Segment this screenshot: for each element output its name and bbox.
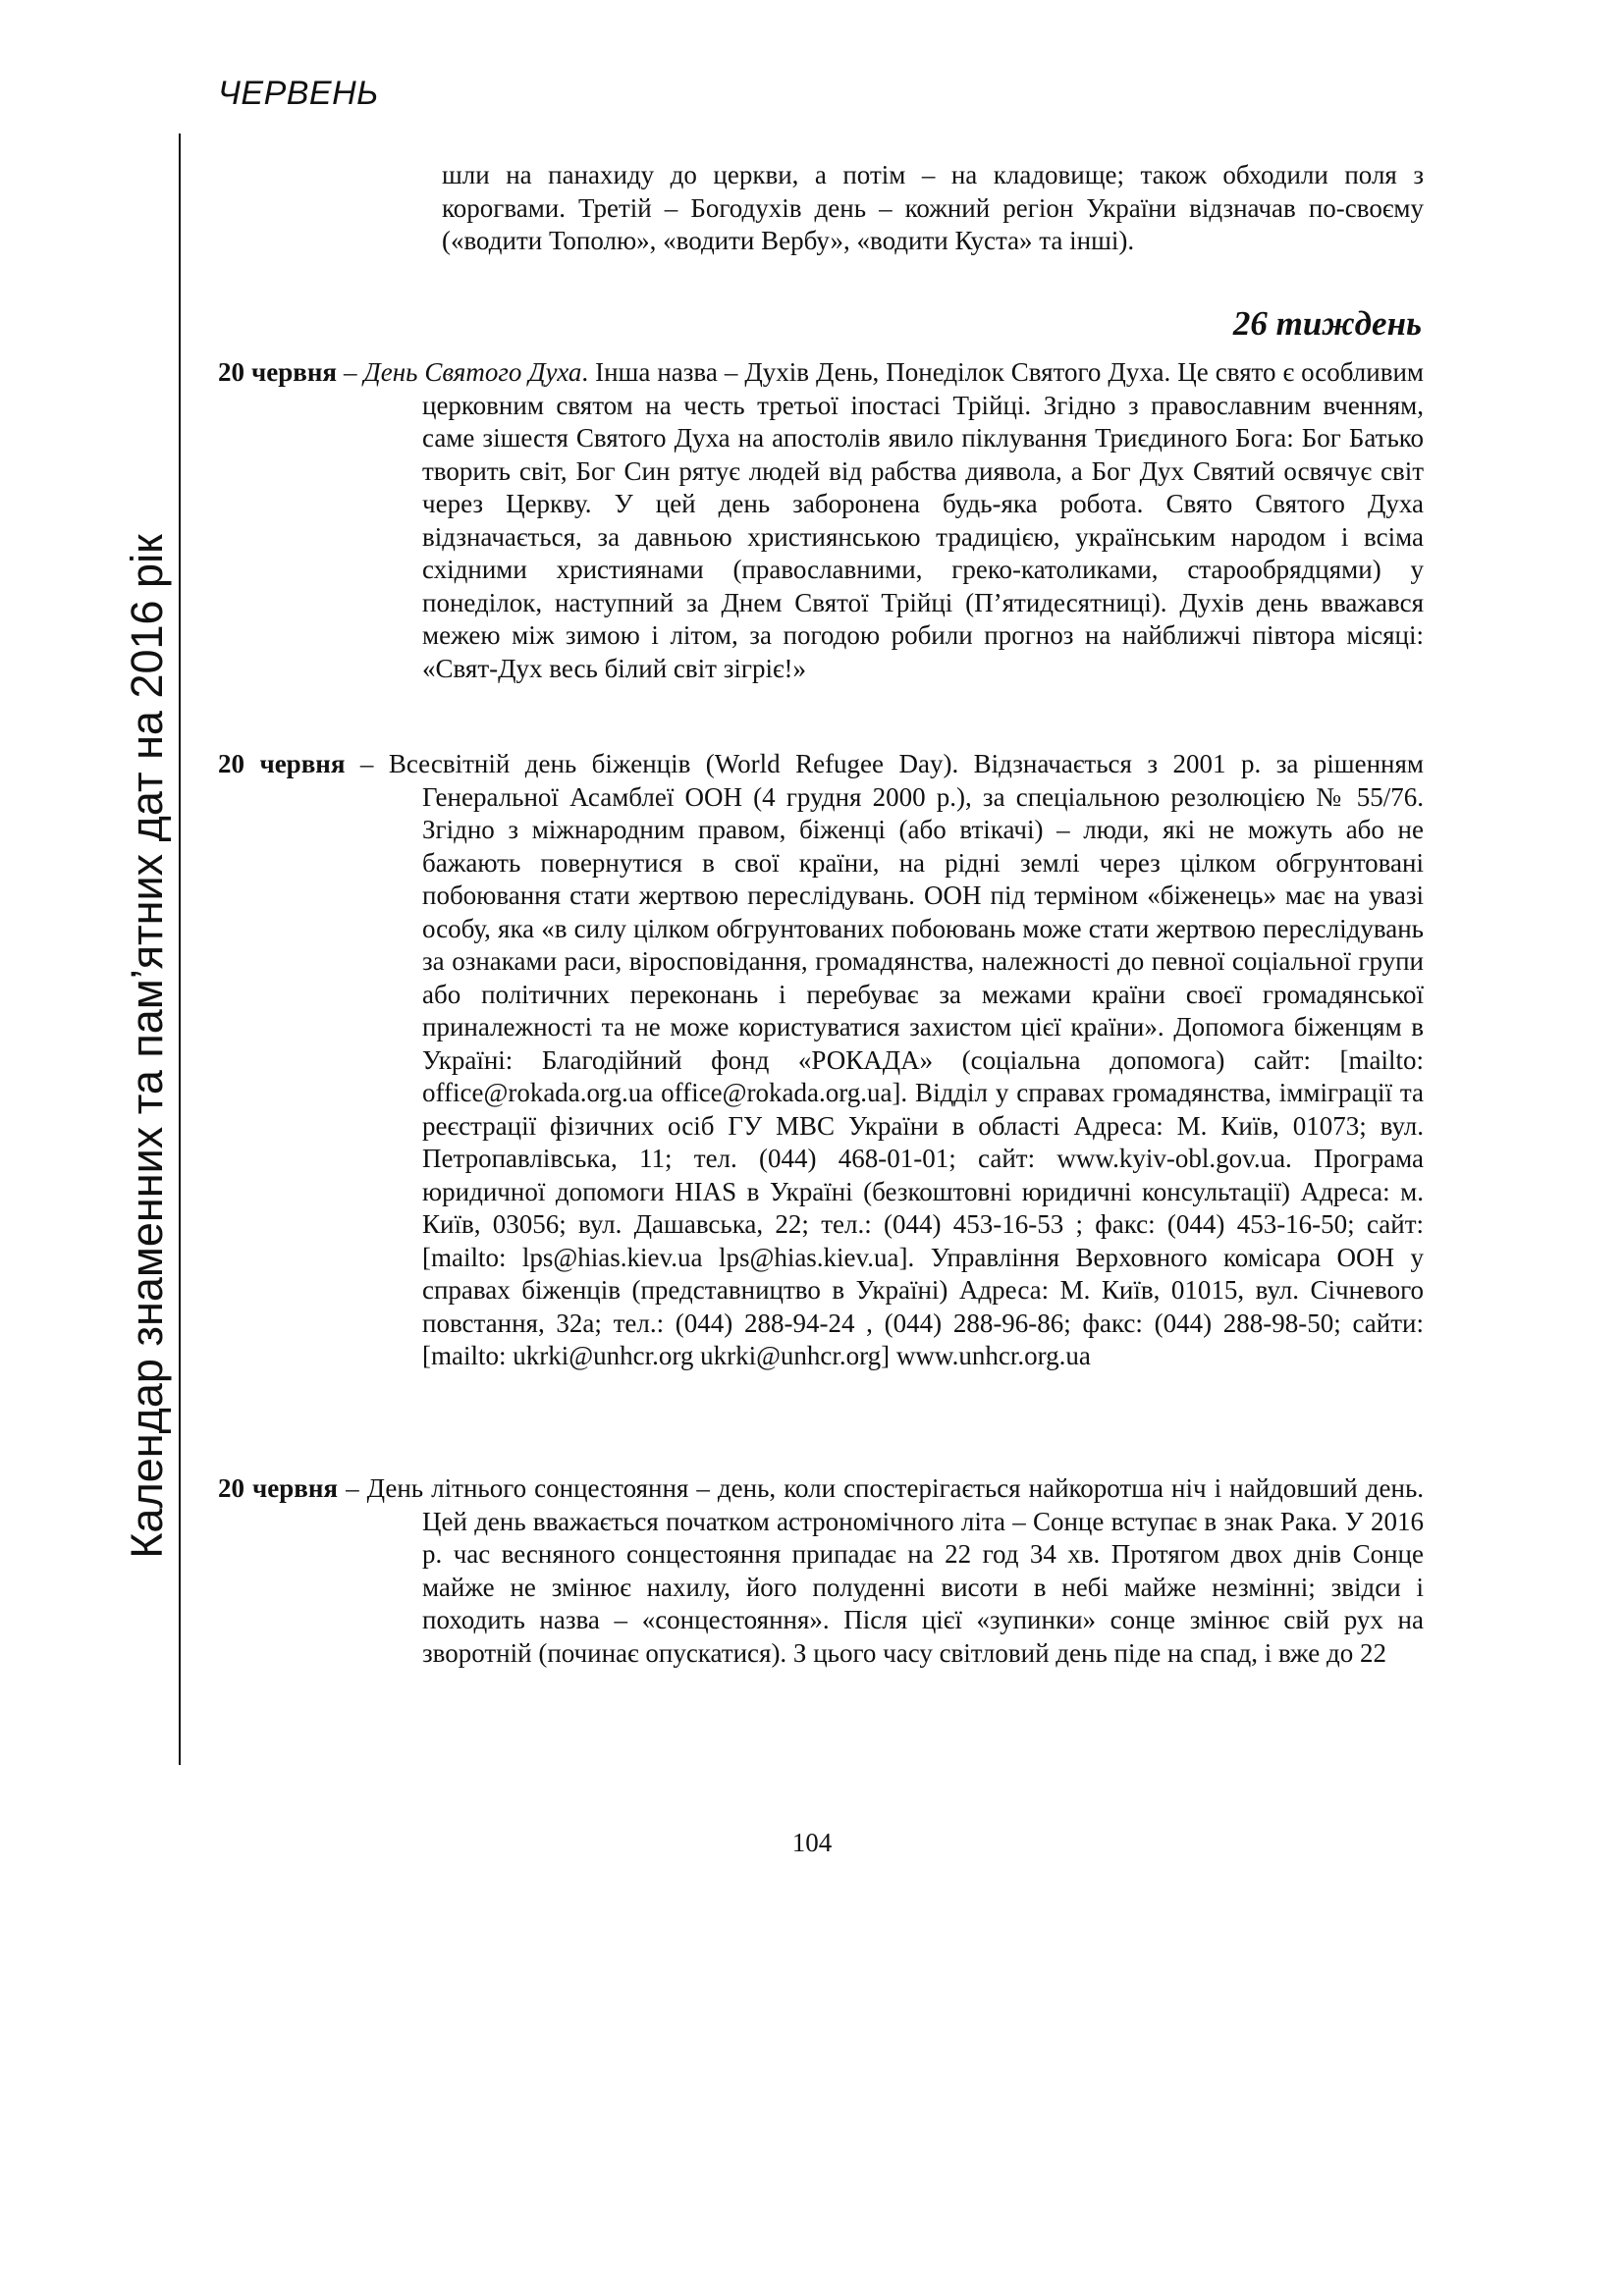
week-title: 26 тиждень xyxy=(1232,304,1422,343)
calendar-entry xyxy=(218,1472,1424,1670)
side-title: Календар знаменних та пам’ятних дат на 2016 рік xyxy=(122,534,172,1559)
entry-text: День літнього сонцестояння – день, коли спостерігається найкоротша ніч і найдовший день. Цей день вважається початком астрономічного літа – Сонце вступає в знак Рака. У 2016 р. час весняного сонцестояння припадає на 22 год 34 хв. Протягом двох днів Сонце майже не змінює нахилу, його полуденні висоти в небі майже незмінні; звідси і походить назва – «сонцестояння». Після цієї «зупинки» сонце змінює свій рух на зворотній (починає опускатися). З цього часу світловий день піде на спад, і вже до 22 xyxy=(366,1473,1425,1668)
entry-text: . Інша назва – Духів День, Понеділок Святого Духа. Це свято є особливим церковним святом на честь третьої іпостасі Трійці. Згідно з православним вченням, саме зішестя Святого Духа на апостолів явило піклування Триєдиного Бога: Бог Батько творить світ, Бог Син рятує людей від рабства диявола, а Бог Дух Святий освячує світ через Церкву. У цей день заборонена будь-яка робота. Свято Святого Духа відзначається, за давньою християнською традицією, українським народом і всіма східними християнами (православними, греко-католиками, старообрядцями) у понеділок, наступний за Днем Святої Трійці (П’ятидесятниці). Духів день вважався межею між зимою і літом, за погодою робили прогноз на найближчі півтора місяці: «Свят-Дух весь білий світ зігріє!» xyxy=(422,357,1425,683)
entry-date: 20 червня xyxy=(218,1473,339,1503)
entry-text: Всесвітній день біженців (World Refugee Day). Відзначається з 2001 р. за рішенням Генеральної Асамблеї ООН (4 грудня 2000 р.), за спеціальною резолюцією № 55/76. Згідно з міжнародним правом, біженці (або втікачі) – люди, які не можуть або не бажають повернутися в свої країни, на рідні землі через цілком обгрунтовані побоювання стати жертвою переслідувань. ООН під терміном «біженець» має на увазі особу, яка «в силу цілком обгрунтованих побоювань може стати жертвою переслідувань за ознаками раси, віросповідання, громадянства, належності до певної соціальної групи або політичних переконань і перебуває за межами країни своєї громадянської приналежності та не може користуватися захистом цієї країни». Допомога біженцям в Україні: Благодійний фонд «РОКАДА» (соціальна допомога) сайт: [mailto: office@rokada.org.ua office@rokada.org.ua]. Відділ у справах громадянства, імміграції та реєстрації фізичних осіб ГУ МВС України в області Адреса: М. Київ, 01073; вул. Петропавлівська, 11; тел. (044) 468-01-01; сайт: www.kyiv-obl.gov.ua. Програма юридичної допомоги HIAS в Україні (безкоштовні юридичні консультації) Адреса: м. Київ, 03056; вул. Дашавська, 22; тел.: (044) 453-16-53 ; факс: (044) 453-16-50; сайт: [mailto: lps@hias.kiev.ua lps@hias.kiev.ua]. Управління Верховного комісара ООН у справах біженців (представництво в Україні) Адреса: М. Київ, 01015, вул. Січневого повстання, 32а; тел.: (044) 288-94-24 , (044) 288-96-86; факс: (044) 288-98-50; сайти: [mailto: ukrki@unhcr.org ukrki@unhcr.org] www.unhcr.org.ua xyxy=(388,749,1424,1370)
entry-dash: – xyxy=(337,357,364,387)
calendar-entry xyxy=(218,356,1424,685)
entry-date: 20 червня xyxy=(218,357,337,387)
entry-title: День Святого Духа xyxy=(363,357,582,387)
entry-date: 20 червня xyxy=(218,749,346,778)
continuation-paragraph: шли на панахиду до церкви, а потім – на кладовище; також обходили поля з корогвами. Третій – Богодухів день – кожний регіон України відзначав по-своєму («водити Тополю», «водити Вербу», «водити Куста» та інші). xyxy=(442,160,1424,255)
running-head: ЧЕРВЕНЬ xyxy=(218,75,379,112)
entry-dash: – xyxy=(345,749,389,778)
page-number: 104 xyxy=(791,1828,833,1857)
side-rule xyxy=(179,133,181,1765)
entry-dash: – xyxy=(338,1473,367,1503)
calendar-entry xyxy=(218,748,1424,1373)
